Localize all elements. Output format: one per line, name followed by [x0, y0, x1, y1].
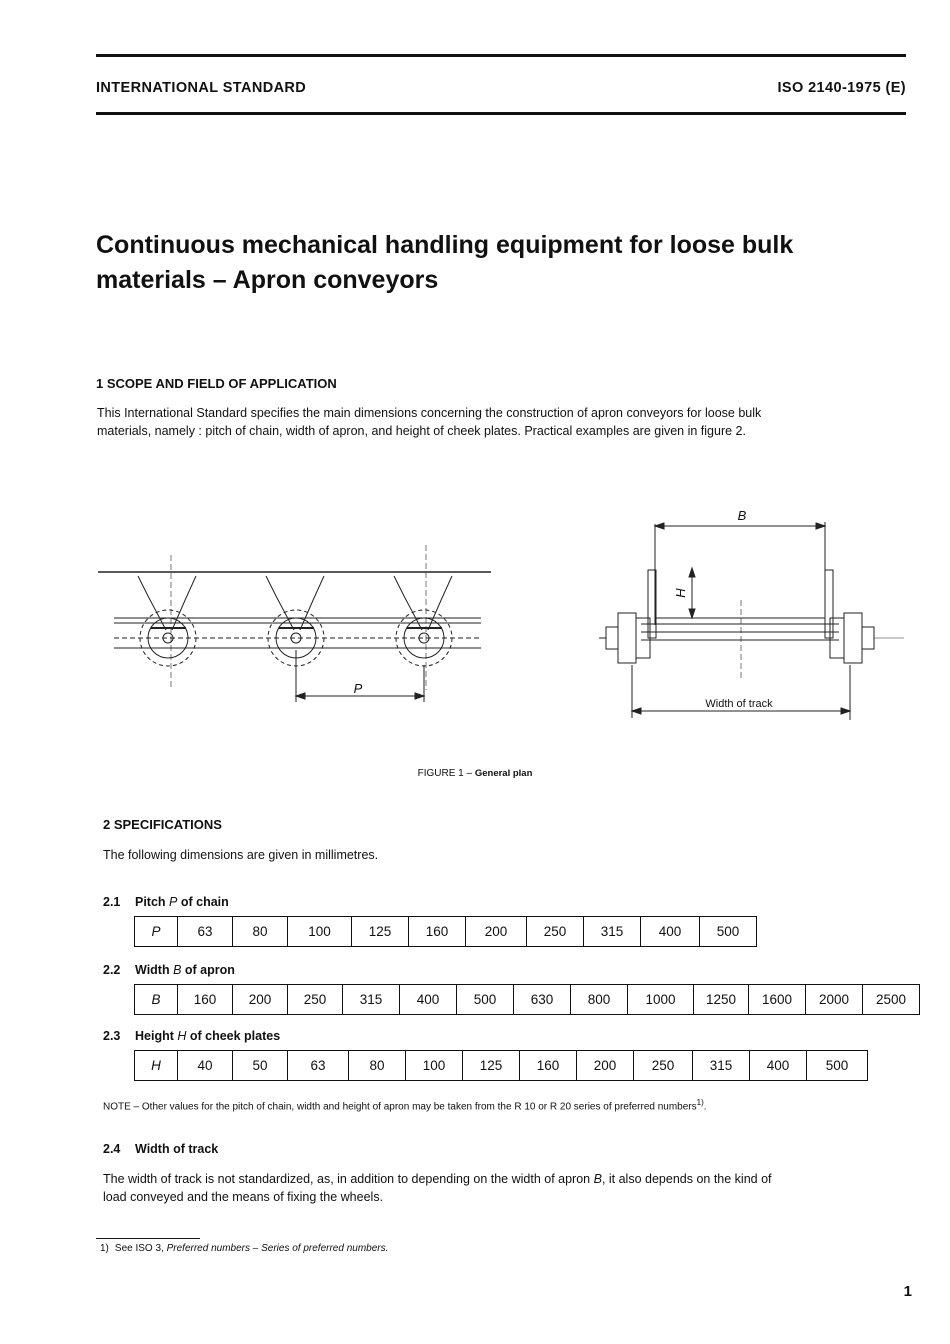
- track-text-a: The width of track is not standardized, as, in addition to depending on the width of apron: [103, 1172, 594, 1186]
- track-text-line-2: load conveyed and the means of fixing the wheels.: [103, 1190, 384, 1204]
- track-width-label: Width of track: [705, 698, 773, 710]
- pitch-value-cell: 315: [584, 917, 641, 947]
- width-value-cell: 630: [514, 985, 571, 1015]
- track-width-text: [103, 1170, 915, 1206]
- height-value-cell: 80: [349, 1051, 406, 1081]
- width-value-cell: 1600: [749, 985, 806, 1015]
- footnote-text: See ISO 3,: [114, 1243, 167, 1254]
- apron-bucket-2: [266, 576, 324, 666]
- header-bottom-rule: [96, 112, 906, 115]
- height-symbol-cell: H: [135, 1051, 178, 1081]
- width-value-cell: 2500: [863, 985, 920, 1015]
- height-value-cell: 500: [807, 1051, 868, 1081]
- pitch-label: P: [353, 681, 363, 696]
- width-value-cell: 250: [288, 985, 343, 1015]
- subsection-2-3-text-b: of cheek plates: [186, 1029, 281, 1043]
- width-value-cell: 1250: [694, 985, 749, 1015]
- pitch-value-cell: 160: [409, 917, 466, 947]
- apron-width-label: B: [737, 508, 747, 523]
- footnote-reference-title: Preferred numbers – Series of preferred numbers.: [166, 1243, 389, 1254]
- height-value-cell: 400: [750, 1051, 807, 1081]
- page-number: 1: [903, 1283, 912, 1300]
- subsection-2-1-text-a: Pitch: [135, 895, 170, 909]
- standard-number: ISO 2140-1975 (E): [777, 80, 906, 96]
- footnote-marker: 1): [100, 1243, 109, 1254]
- subsection-2-3-text-a: Height: [135, 1029, 178, 1043]
- title-line-2: materials – Apron conveyors: [96, 266, 439, 294]
- figure-1: [96, 500, 916, 740]
- figure-caption-title: General plan: [474, 768, 533, 779]
- subsection-2-2-text-a: Width: [135, 963, 174, 977]
- height-value-cell: 160: [520, 1051, 577, 1081]
- note-text: NOTE – Other values for the pitch of chain, width and height of apron may be taken from the R 10 or R 20 series of preferred numbers: [103, 1101, 697, 1113]
- document-type: INTERNATIONAL STANDARD: [96, 80, 307, 96]
- cheek-height-label: H: [673, 588, 688, 598]
- width-value-cell: 2000: [806, 985, 863, 1015]
- chain-side-view: [98, 545, 491, 702]
- width-value-cell: 800: [571, 985, 628, 1015]
- subsection-2-3-symbol: H: [177, 1029, 187, 1043]
- width-symbol-cell: B: [135, 985, 178, 1015]
- pitch-value-cell: 500: [700, 917, 757, 947]
- apron-bucket-1: [138, 576, 196, 666]
- preferred-numbers-note: [103, 1098, 707, 1112]
- section-1-line-1: This International Standard specifies the main dimensions concerning the construction of apron conveyors for loose bulk: [97, 406, 762, 420]
- subsection-2-3-heading: [103, 1029, 280, 1043]
- cheek-height-table: [134, 1050, 868, 1081]
- pitch-value-cell: 100: [288, 917, 352, 947]
- height-value-cell: 250: [634, 1051, 693, 1081]
- section-2-intro: The following dimensions are given in millimetres.: [103, 848, 379, 862]
- pitch-value-cell: 63: [178, 917, 233, 947]
- subsection-2-1-number: 2.1: [103, 895, 121, 909]
- track-text-b: , it also depends on the kind of: [601, 1172, 772, 1186]
- height-value-cell: 125: [463, 1051, 520, 1081]
- section-2-heading: 2 SPECIFICATIONS: [103, 817, 222, 832]
- height-value-cell: 63: [288, 1051, 349, 1081]
- apron-width-table: [134, 984, 920, 1015]
- section-1-text: [97, 404, 917, 440]
- pitch-value-cell: 125: [352, 917, 409, 947]
- width-value-cell: 400: [400, 985, 457, 1015]
- subsection-2-4-number: 2.4: [103, 1142, 121, 1156]
- subsection-2-1-symbol: P: [169, 895, 178, 909]
- subsection-2-3-number: 2.3: [103, 1029, 121, 1043]
- cross-section-view: [599, 522, 904, 720]
- section-1-heading: 1 SCOPE AND FIELD OF APPLICATION: [96, 376, 337, 391]
- note-end: .: [703, 1101, 707, 1113]
- note-footnote-ref: 1): [696, 1098, 704, 1107]
- pitch-value-cell: 200: [466, 917, 527, 947]
- height-value-cell: 200: [577, 1051, 634, 1081]
- figure-1-drawing: [96, 500, 916, 740]
- width-value-cell: 500: [457, 985, 514, 1015]
- height-value-cell: 315: [693, 1051, 750, 1081]
- footnote-rule: [96, 1238, 200, 1239]
- subsection-2-2-symbol: B: [173, 963, 182, 977]
- document-title: [96, 228, 896, 298]
- height-value-cell: 50: [233, 1051, 288, 1081]
- pitch-symbol-cell: P: [135, 917, 178, 947]
- pitch-table: [134, 916, 757, 947]
- subsection-2-2-number: 2.2: [103, 963, 121, 977]
- height-value-cell: 100: [406, 1051, 463, 1081]
- width-value-cell: 200: [233, 985, 288, 1015]
- subsection-2-2-text-b: of apron: [181, 963, 235, 977]
- subsection-2-2-heading: [103, 963, 235, 977]
- width-value-cell: 1000: [628, 985, 694, 1015]
- pitch-value-cell: 400: [641, 917, 700, 947]
- footnote: [100, 1243, 388, 1254]
- cheek-height-table-row: [135, 1051, 868, 1081]
- track-text-line-1: [103, 1170, 915, 1188]
- subsection-2-4-heading: [103, 1142, 218, 1156]
- width-value-cell: 160: [178, 985, 233, 1015]
- apron-bucket-3: [394, 576, 452, 666]
- pitch-value-cell: 250: [527, 917, 584, 947]
- section-1-line-2: materials, namely : pitch of chain, width of apron, and height of cheek plates. Practical examples are given in figure 2.: [97, 424, 746, 438]
- subsection-2-1-heading: [103, 895, 229, 909]
- height-value-cell: 40: [178, 1051, 233, 1081]
- subsection-2-1-text-b: of chain: [177, 895, 229, 909]
- header-top-rule: [96, 54, 906, 57]
- subsection-2-4-title: Width of track: [135, 1142, 219, 1156]
- figure-1-caption: [0, 768, 950, 779]
- track-text-symbol: B: [593, 1172, 602, 1186]
- pitch-table-row: [135, 917, 757, 947]
- apron-width-table-row: [135, 985, 920, 1015]
- figure-caption-prefix: FIGURE 1 –: [417, 768, 475, 779]
- pitch-value-cell: 80: [233, 917, 288, 947]
- width-value-cell: 315: [343, 985, 400, 1015]
- title-line-1: Continuous mechanical handling equipment for loose bulk: [96, 231, 794, 259]
